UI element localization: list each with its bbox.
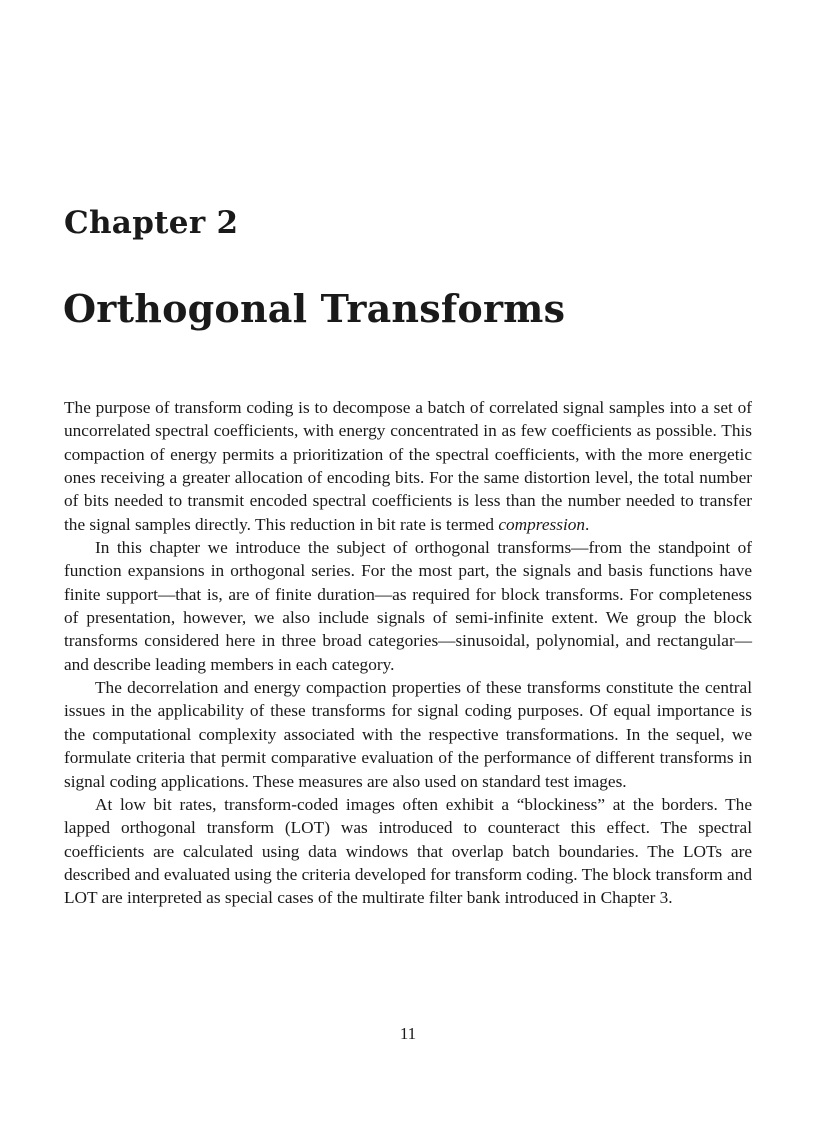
paragraph-1-end: . — [585, 514, 590, 534]
chapter-title: Orthogonal Transforms — [63, 286, 566, 331]
page-number: 11 — [399, 1024, 417, 1043]
paragraph-4: At low bit rates, transform-coded images often exhibit a “blockiness” at the borders. The lapped orthogonal transform (LOT) was introduced to counteract this effect. The spectral coefficients are calculated using data windows that overlap batch boundaries. The LOTs are described and evaluated using the criteria developed for transform coding. The block transform and LOT are interpreted as special cases of the multirate filter bank introduced in Chapter 3. — [64, 794, 752, 908]
paragraph-2: In this chapter we introduce the subject of orthogonal transforms—from the standpoint of function expansions in orthogonal series. For the most part, the signals and basis functions have finite support—that is, are of finite duration—as required for block transforms. For completeness of presentation, however, we also include signals of semi-infinite extent. We group the block transforms considered here in three broad categories—sinusoidal, polynomial, and rectangular—and describe leading members in each category. — [64, 538, 752, 674]
chapter-label: Chapter 2 — [64, 205, 239, 241]
paragraph-1-text: The purpose of transform coding is to decompose a batch of correlated signal samples into a set of uncorrelated spectral coefficients, with energy concentrated in as few coefficients as possible. This compaction of energy permits a prioritization of the spectral coefficients, with the more energetic ones receiving a greater allocation of encoding bits. For the same distortion level, the total number of bits needed to transmit encoded spectral coefficients is less than the number needed to transfer the signal samples directly. This reduction in bit rate is termed — [64, 398, 752, 534]
paragraph-3: The decorrelation and energy compaction properties of these transforms constitute the central issues in the applicability of these transforms for signal coding purposes. Of equal importance is the computational complexity associated with the respective transformations. In the sequel, we formulate criteria that permit comparative evaluation of the performance of different transforms in signal coding applications. These measures are also used on standard test images. — [64, 678, 752, 791]
paragraph-1 — [64, 396, 752, 536]
body-text — [64, 396, 752, 910]
emphasis-term: compression — [498, 514, 586, 534]
